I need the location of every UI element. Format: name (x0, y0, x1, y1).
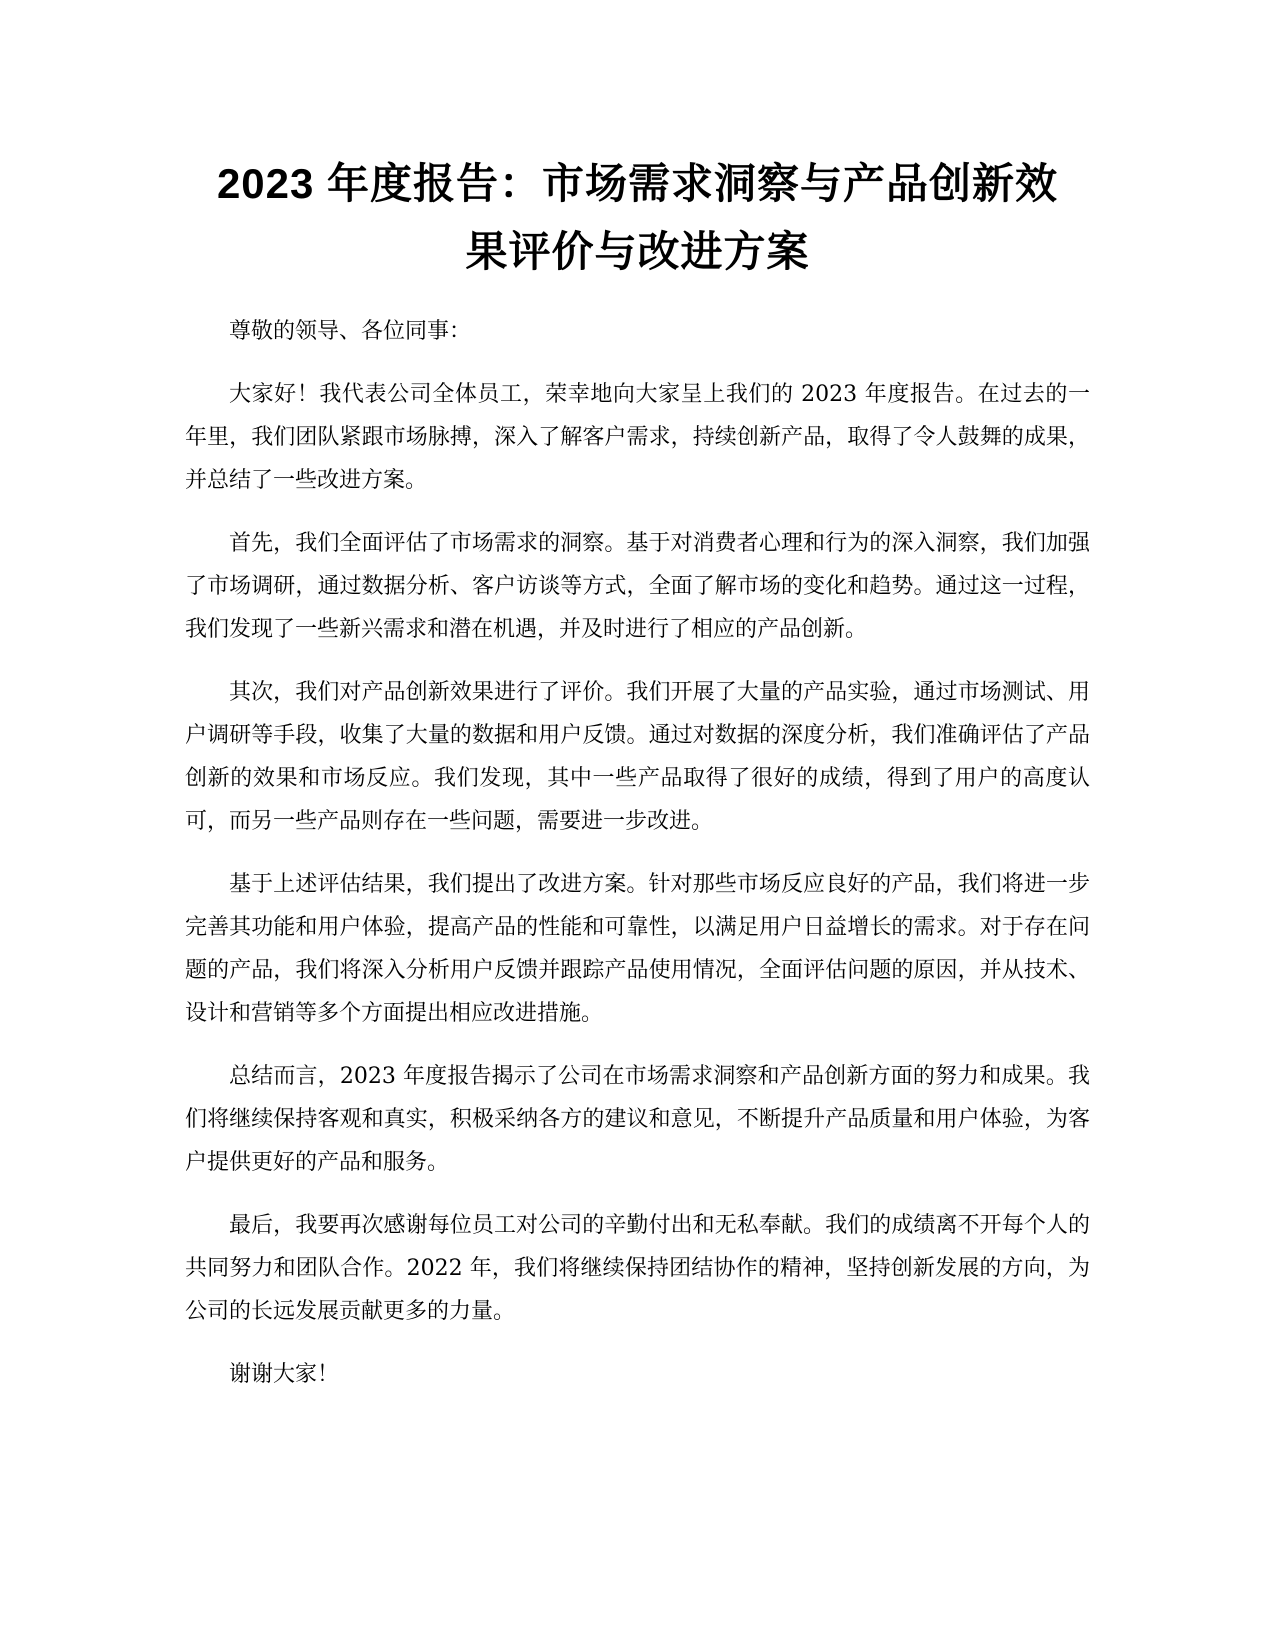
paragraph-improvement-plan: 基于上述评估结果，我们提出了改进方案。针对那些市场反应良好的产品，我们将进一步完善其功能和用户体验，提高产品的性能和可靠性，以满足用户日益增长的需求。对于存在问题的产品，我们将深入分析用户反馈并跟踪产品使用情况，全面评估问题的原因，并从技术、设计和营销等多个方面提出相应改进措施。 (185, 872, 1090, 1026)
title-line-2: 果评价与改进方案 (465, 228, 810, 275)
salutation: 尊敬的领导、各位同事： (229, 319, 472, 344)
paragraph-innovation-evaluation: 其次，我们对产品创新效果进行了评价。我们开展了大量的产品实验，通过市场测试、用户调研等手段，收集了大量的数据和用户反馈。通过对数据的深度分析，我们准确评估了产品创新的效果和市场反应。我们发现，其中一些产品取得了很好的成绩，得到了用户的高度认可，而另一些产品则存在一些问题，需要进一步改进。 (185, 680, 1090, 834)
paragraph-intro: 大家好！我代表公司全体员工，荣幸地向大家呈上我们的 2023 年度报告。在过去的一年里，我们团队紧跟市场脉搏，深入了解客户需求，持续创新产品，取得了令人鼓舞的成果，并总结了一些改进方案。 (185, 382, 1090, 493)
paragraph-summary: 总结而言，2023 年度报告揭示了公司在市场需求洞察和产品创新方面的努力和成果。我们将继续保持客观和真实，积极采纳各方的建议和意见，不断提升产品质量和用户体验，为客户提供更好的产品和服务。 (185, 1064, 1090, 1175)
title-line-1: 2023 年度报告：市场需求洞察与产品创新效 (216, 160, 1059, 207)
document-page (185, 150, 1090, 1416)
closing: 谢谢大家！ (229, 1362, 340, 1387)
paragraph-market-insight: 首先，我们全面评估了市场需求的洞察。基于对消费者心理和行为的深入洞察，我们加强了市场调研，通过数据分析、客户访谈等方式，全面了解市场的变化和趋势。通过这一过程，我们发现了一些新兴需求和潜在机遇，并及时进行了相应的产品创新。 (185, 531, 1090, 642)
paragraph-thanks: 最后，我要再次感谢每位员工对公司的辛勤付出和无私奉献。我们的成绩离不开每个人的共同努力和团队合作。2022 年，我们将继续保持团结协作的精神，坚持创新发展的方向，为公司的长远发展贡献更多的力量。 (185, 1213, 1090, 1324)
document-title (185, 150, 1090, 286)
